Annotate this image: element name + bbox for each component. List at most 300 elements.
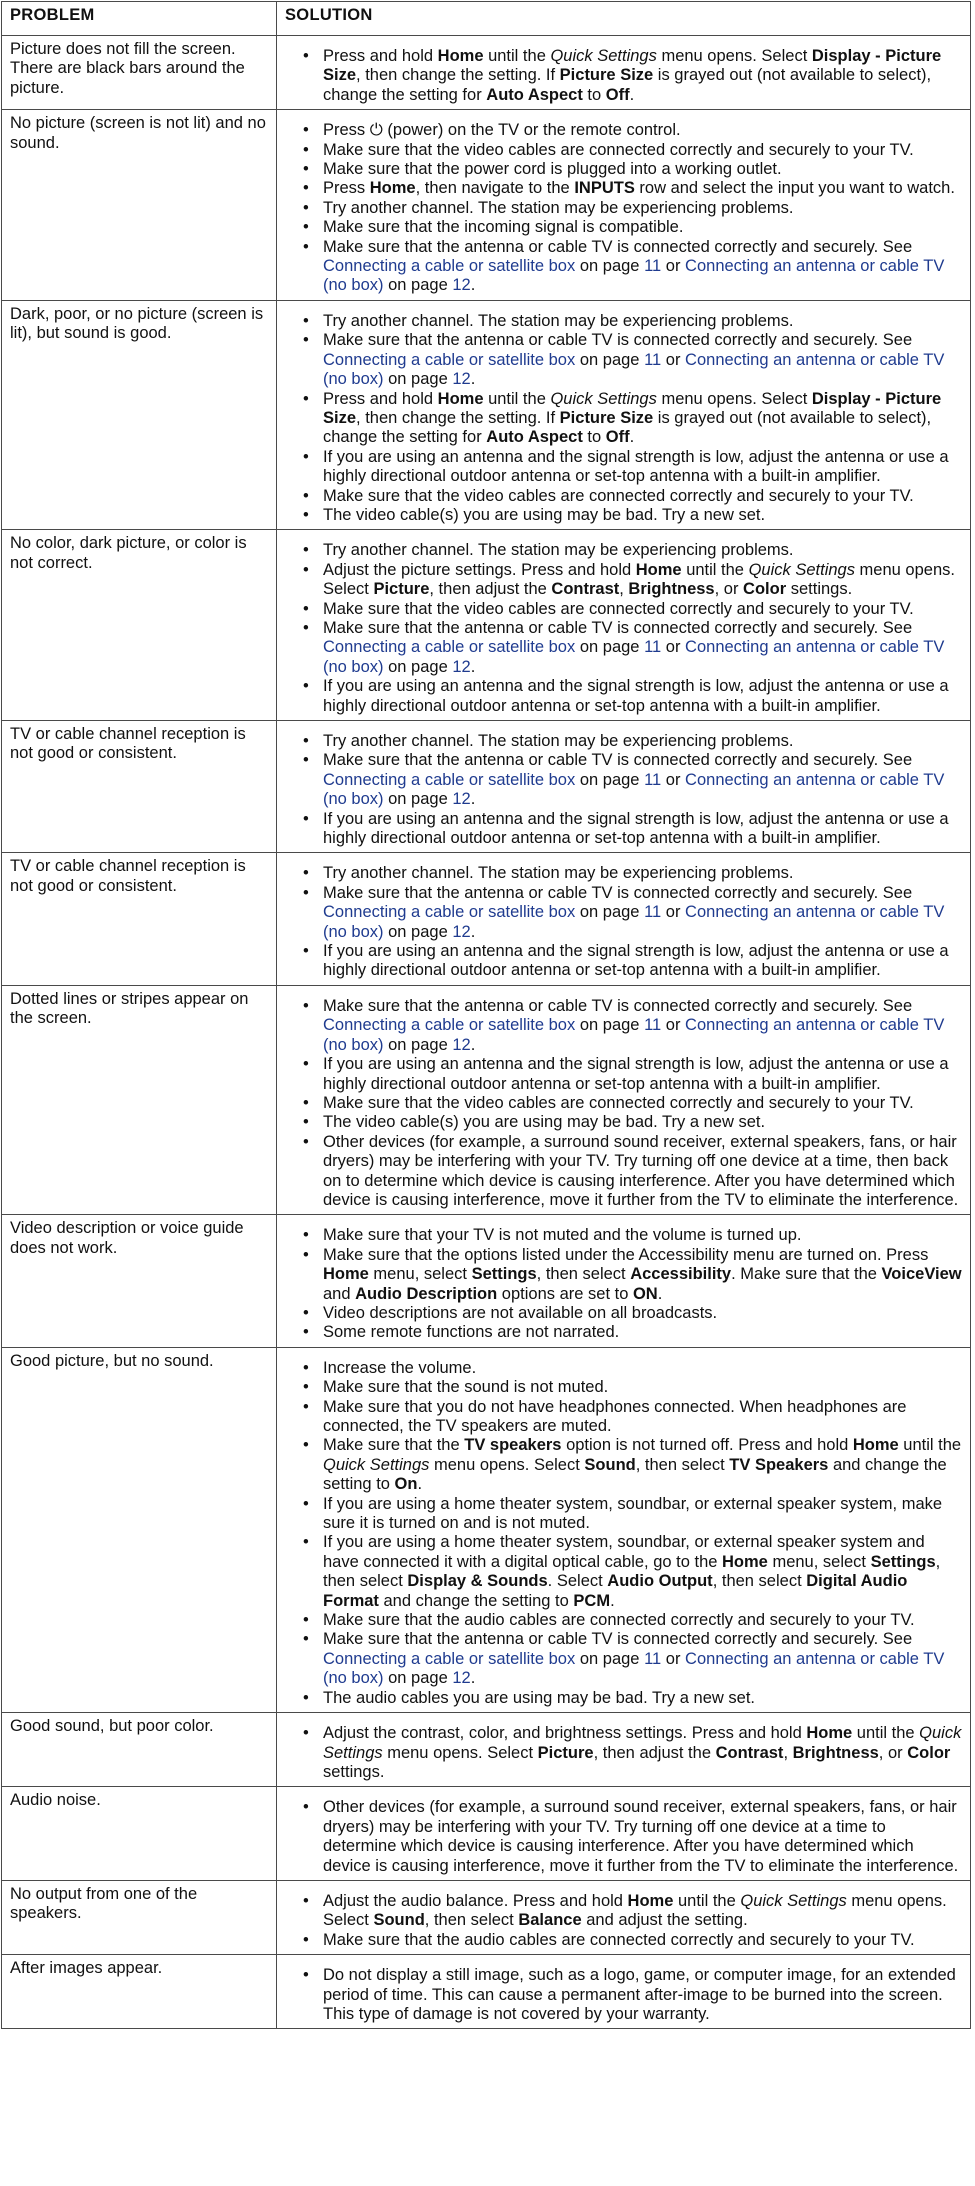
plain-text: Make sure that the antenna or cable TV is connected correctly and securely. See bbox=[323, 331, 913, 350]
emphasis-text: Contrast bbox=[551, 580, 620, 599]
cross-reference-link[interactable]: 11 bbox=[644, 257, 662, 276]
solution-item bbox=[323, 1359, 962, 1378]
emphasis-text: Auto Aspect bbox=[486, 428, 583, 447]
plain-text: . bbox=[470, 657, 476, 676]
table-row bbox=[2, 985, 971, 1214]
plain-text: until the bbox=[852, 1724, 920, 1743]
plain-text: If you are using an antenna and the signal strength is low, adjust the antenna or use a highly directional outdoor antenna or set-top antenna with a built-in amplifier. bbox=[323, 942, 949, 980]
plain-text: , bbox=[619, 580, 629, 599]
plain-text: and adjust the setting. bbox=[581, 1911, 748, 1930]
solution-item bbox=[323, 331, 962, 389]
plain-text: If you are using an antenna and the signal strength is low, adjust the antenna or use a highly directional outdoor antenna or set-top antenna with a built-in amplifier. bbox=[323, 677, 949, 715]
solution-item bbox=[323, 619, 962, 677]
solution-cell bbox=[277, 36, 971, 110]
plain-text: or bbox=[661, 1649, 686, 1668]
solution-list bbox=[285, 864, 962, 980]
solution-item bbox=[323, 751, 962, 809]
emphasis-text: TV speakers bbox=[464, 1436, 562, 1455]
problem-cell: TV or cable channel reception is not good or consistent. bbox=[2, 853, 277, 985]
emphasis-text: Home bbox=[369, 179, 416, 198]
solution-item bbox=[323, 218, 962, 237]
plain-text: , or bbox=[714, 580, 744, 599]
menu-name-text: Quick Settings bbox=[748, 560, 855, 579]
table-header-row bbox=[2, 2, 971, 36]
table-body bbox=[2, 36, 971, 2029]
solution-cell bbox=[277, 530, 971, 721]
plain-text: on page bbox=[383, 657, 453, 676]
solution-item bbox=[323, 732, 962, 751]
problem-cell: No color, dark picture, or color is not correct. bbox=[2, 530, 277, 721]
cross-reference-link[interactable]: 11 bbox=[644, 1016, 662, 1035]
plain-text: Video descriptions are not available on all broadcasts. bbox=[323, 1303, 718, 1322]
problem-cell: Dark, poor, or no picture (screen is lit), but sound is good. bbox=[2, 300, 277, 529]
emphasis-text: Balance bbox=[518, 1911, 582, 1930]
solution-item bbox=[323, 179, 962, 198]
plain-text: Press and hold bbox=[323, 47, 438, 65]
plain-text: on page bbox=[383, 790, 453, 809]
emphasis-text: Audio Description bbox=[355, 1284, 498, 1303]
plain-text: Make sure that the antenna or cable TV is connected correctly and securely. See bbox=[323, 1630, 913, 1649]
table-row bbox=[2, 1787, 971, 1881]
emphasis-text: Contrast bbox=[715, 1743, 784, 1762]
solution-item bbox=[323, 1226, 962, 1245]
solution-item bbox=[323, 884, 962, 942]
solution-cell bbox=[277, 1955, 971, 2029]
plain-text: Other devices (for example, a surround sound receiver, external speakers, fans, or hair dryers) may be interfering with your TV. Try turning off one device at a time, then back on to determine which device is causing interference. After you have determined which device is causing interference, move it further from the TV to eliminate the interference. bbox=[323, 1132, 959, 1209]
plain-text: Make sure that the audio cables are connected correctly and securely to your TV. bbox=[323, 1930, 915, 1949]
solution-item bbox=[323, 312, 962, 331]
menu-name-text: Quick Settings bbox=[550, 389, 657, 408]
solution-cell bbox=[277, 1347, 971, 1712]
solution-list bbox=[285, 1226, 962, 1342]
table-row bbox=[2, 1713, 971, 1787]
solution-item bbox=[323, 997, 962, 1055]
problem-cell: No picture (screen is not lit) and no sound. bbox=[2, 110, 277, 301]
cross-reference-link[interactable]: 11 bbox=[644, 770, 662, 789]
menu-name-text: Quick Settings bbox=[740, 1891, 847, 1910]
problem-cell: After images appear. bbox=[2, 1955, 277, 2029]
plain-text: to bbox=[582, 85, 606, 104]
plain-text: on page bbox=[575, 903, 645, 922]
emphasis-text: Home bbox=[437, 389, 484, 408]
plain-text: menu opens. Select bbox=[429, 1455, 585, 1474]
solution-item bbox=[323, 160, 962, 179]
plain-text: , then adjust the bbox=[429, 580, 552, 599]
plain-text: or bbox=[661, 1016, 686, 1035]
cross-reference-link[interactable]: Connecting an antenna or cable TV (no box) bbox=[323, 257, 945, 295]
cross-reference-link[interactable]: Connecting a cable or satellite box bbox=[323, 350, 576, 369]
solution-item bbox=[323, 1533, 962, 1611]
emphasis-text: ON bbox=[632, 1284, 658, 1303]
cross-reference-link[interactable]: 12 bbox=[452, 370, 471, 389]
plain-text: , then select bbox=[424, 1911, 519, 1930]
cross-reference-link[interactable]: Connecting an antenna or cable TV (no box) bbox=[323, 1649, 945, 1688]
emphasis-text: PCM bbox=[573, 1591, 611, 1610]
solution-item bbox=[323, 1724, 962, 1782]
solution-list bbox=[285, 1798, 962, 1876]
solution-item bbox=[323, 448, 962, 487]
solution-item bbox=[323, 561, 962, 600]
plain-text: option is not turned off. Press and hold bbox=[561, 1436, 853, 1455]
plain-text: If you are using a home theater system, soundbar, or external speaker system, make sure it is turned on and is not muted. bbox=[323, 1494, 943, 1533]
cross-reference-link[interactable]: Connecting a cable or satellite box bbox=[323, 1016, 576, 1035]
plain-text: or bbox=[661, 257, 686, 276]
table-row bbox=[2, 853, 971, 985]
plain-text: Press bbox=[323, 179, 370, 198]
plain-text: If you are using an antenna and the signal strength is low, adjust the antenna or use a highly directional outdoor antenna or set-top antenna with a built-in amplifier. bbox=[323, 447, 949, 486]
plain-text: Make sure that the audio cables are connected correctly and securely to your TV. bbox=[323, 1611, 915, 1630]
plain-text: , then change the setting. If bbox=[356, 66, 560, 85]
plain-text: on page bbox=[383, 1035, 453, 1054]
plain-text: Make sure that the antenna or cable TV is connected correctly and securely. See bbox=[323, 237, 913, 256]
plain-text: , then change the setting. If bbox=[356, 408, 560, 427]
plain-text: until the bbox=[898, 1436, 962, 1455]
solution-list bbox=[285, 1966, 962, 2024]
solution-cell bbox=[277, 1713, 971, 1787]
emphasis-text: VoiceView bbox=[881, 1265, 962, 1284]
table-row bbox=[2, 1347, 971, 1712]
plain-text: on page bbox=[383, 276, 453, 295]
solution-list bbox=[285, 312, 962, 525]
solution-list bbox=[285, 732, 962, 848]
plain-text: menu opens. Select bbox=[656, 47, 812, 65]
problem-cell: TV or cable channel reception is not good or consistent. bbox=[2, 721, 277, 853]
solution-cell bbox=[277, 1215, 971, 1347]
solution-item bbox=[323, 141, 962, 160]
emphasis-text: Display - Picture Size bbox=[323, 389, 942, 427]
solution-item bbox=[323, 1892, 962, 1931]
solution-item bbox=[323, 810, 962, 849]
plain-text: . bbox=[470, 276, 476, 295]
plain-text: Try another channel. The station may be experiencing problems. bbox=[323, 198, 794, 217]
solution-item bbox=[323, 600, 962, 619]
plain-text: Try another channel. The station may be experiencing problems. bbox=[323, 864, 794, 883]
plain-text: If you are using a home theater system, soundbar, or external speaker system and have connected it with a digital optical cable, go to the bbox=[323, 1533, 925, 1571]
cross-reference-link[interactable]: 12 bbox=[452, 276, 471, 295]
emphasis-text: Accessibility bbox=[630, 1265, 732, 1284]
cross-reference-link[interactable]: 12 bbox=[452, 790, 471, 809]
plain-text: settings. bbox=[786, 580, 853, 599]
menu-name-text: Quick Settings bbox=[323, 1724, 962, 1762]
solution-cell bbox=[277, 110, 971, 301]
emphasis-text: Picture bbox=[537, 1743, 594, 1762]
problem-cell: No output from one of the speakers. bbox=[2, 1880, 277, 1954]
plain-text: Make sure that the antenna or cable TV is connected correctly and securely. See bbox=[323, 996, 913, 1015]
cross-reference-link[interactable]: Connecting a cable or satellite box bbox=[323, 770, 576, 789]
problem-cell: Picture does not fill the screen. There are black bars around the picture. bbox=[2, 36, 277, 110]
plain-text: until the bbox=[483, 47, 551, 65]
plain-text: , or bbox=[878, 1743, 908, 1762]
plain-text: Make sure that the antenna or cable TV is connected correctly and securely. See bbox=[323, 883, 913, 902]
plain-text: Make sure that the video cables are connected correctly and securely to your TV. bbox=[323, 486, 914, 505]
plain-text: Make sure that the video cables are connected correctly and securely to your TV. bbox=[323, 599, 914, 618]
table-row bbox=[2, 1215, 971, 1347]
emphasis-text: Picture Size bbox=[559, 408, 654, 427]
plain-text: Make sure that the antenna or cable TV is connected correctly and securely. See bbox=[323, 751, 913, 770]
emphasis-text: Sound bbox=[584, 1455, 636, 1474]
solution-item bbox=[323, 1611, 962, 1630]
plain-text: on page bbox=[575, 350, 645, 369]
plain-text: Some remote functions are not narrated. bbox=[323, 1323, 620, 1342]
solution-item bbox=[323, 487, 962, 506]
emphasis-text: INPUTS bbox=[574, 179, 635, 198]
plain-text: on page bbox=[575, 1649, 645, 1668]
plain-text: on page bbox=[575, 1016, 645, 1035]
plain-text: Make sure that the sound is not muted. bbox=[323, 1378, 609, 1397]
plain-text: is grayed out (not available to select), change the setting for bbox=[323, 66, 932, 104]
plain-text: . bbox=[610, 1591, 615, 1610]
emphasis-text: Color bbox=[743, 580, 787, 599]
emphasis-text: Audio Output bbox=[607, 1572, 713, 1591]
plain-text: If you are using an antenna and the signal strength is low, adjust the antenna or use a highly directional outdoor antenna or set-top antenna with a built-in amplifier. bbox=[323, 1055, 949, 1093]
plain-text: Try another channel. The station may be experiencing problems. bbox=[323, 732, 794, 750]
emphasis-text: Color bbox=[907, 1743, 951, 1762]
menu-name-text: Quick Settings bbox=[550, 47, 657, 65]
plain-text: Adjust the picture settings. Press and hold bbox=[323, 560, 636, 579]
cross-reference-link[interactable]: Connecting a cable or satellite box bbox=[323, 903, 576, 922]
solution-item bbox=[323, 1931, 962, 1950]
plain-text: ⏻ (power) on the TV or the remote control. bbox=[369, 121, 681, 140]
emphasis-text: Home bbox=[437, 47, 484, 65]
plain-text: is grayed out (not available to select), change the setting for bbox=[323, 408, 932, 447]
cross-reference-link[interactable]: Connecting a cable or satellite box bbox=[323, 257, 576, 276]
solution-item bbox=[323, 1436, 962, 1494]
solution-cell bbox=[277, 985, 971, 1214]
plain-text: Press bbox=[323, 121, 370, 140]
plain-text: . bbox=[470, 1035, 476, 1054]
cross-reference-link[interactable]: 12 bbox=[452, 657, 471, 676]
plain-text: . bbox=[470, 922, 476, 941]
troubleshooting-table bbox=[1, 1, 971, 2029]
plain-text: Other devices (for example, a surround sound receiver, external speakers, fans, or hair dryers) may be interfering with your TV. Try turning off one device at a time to determine which device is causing interference. After you have determined which device is causing interference, move it further from the TV to eliminate the interference. bbox=[323, 1798, 959, 1875]
plain-text: Make sure that you do not have headphones connected. When headphones are connected, the TV speakers are muted. bbox=[323, 1397, 907, 1435]
emphasis-text: Home bbox=[806, 1724, 853, 1743]
solution-item bbox=[323, 1323, 962, 1342]
cross-reference-link[interactable]: 12 bbox=[452, 922, 471, 941]
plain-text: Adjust the audio balance. Press and hold bbox=[323, 1891, 628, 1910]
solution-list bbox=[285, 541, 962, 716]
plain-text: Make sure that the video cables are connected correctly and securely to your TV. bbox=[323, 140, 914, 159]
plain-text: Make sure that your TV is not muted and the volume is turned up. bbox=[323, 1226, 802, 1245]
cross-reference-link[interactable]: Connecting an antenna or cable TV (no box) bbox=[323, 350, 945, 389]
emphasis-text: Display & Sounds bbox=[407, 1572, 548, 1591]
plain-text: or bbox=[661, 638, 686, 657]
plain-text: . bbox=[657, 1284, 663, 1303]
solution-list bbox=[285, 47, 962, 105]
plain-text: options are set to bbox=[497, 1284, 633, 1303]
plain-text: until the bbox=[673, 1891, 741, 1910]
solution-column-header: SOLUTION bbox=[277, 2, 971, 36]
plain-text: The audio cables you are using may be bad. Try a new set. bbox=[323, 1688, 755, 1707]
plain-text: or bbox=[661, 770, 686, 789]
solution-cell bbox=[277, 300, 971, 529]
plain-text: , then navigate to the bbox=[415, 179, 575, 198]
problem-cell: Video description or voice guide does not work. bbox=[2, 1215, 277, 1347]
cross-reference-link[interactable]: Connecting an antenna or cable TV (no box) bbox=[323, 1016, 945, 1054]
plain-text: on page bbox=[575, 770, 645, 789]
solution-item bbox=[323, 1966, 962, 2024]
emphasis-text: Display - Picture Size bbox=[323, 47, 942, 85]
cross-reference-link[interactable]: 11 bbox=[644, 903, 662, 922]
solution-item bbox=[323, 1133, 962, 1211]
plain-text: and change the setting to bbox=[323, 1455, 947, 1494]
solution-item bbox=[323, 1055, 962, 1094]
plain-text: Make sure that the bbox=[323, 1436, 465, 1455]
solution-item bbox=[323, 1378, 962, 1397]
solution-item bbox=[323, 390, 962, 448]
solution-cell bbox=[277, 1787, 971, 1881]
plain-text: Press and hold bbox=[323, 389, 438, 408]
plain-text: If you are using an antenna and the signal strength is low, adjust the antenna or use a highly directional outdoor antenna or set-top antenna with a built-in amplifier. bbox=[323, 809, 949, 848]
emphasis-text: Brightness bbox=[792, 1743, 879, 1762]
solution-list bbox=[285, 1892, 962, 1950]
table-row bbox=[2, 300, 971, 529]
plain-text: on page bbox=[575, 257, 645, 276]
emphasis-text: Picture bbox=[373, 580, 430, 599]
plain-text: and change the setting to bbox=[378, 1591, 574, 1610]
plain-text: menu opens. Select bbox=[323, 560, 955, 599]
plain-text: menu, select bbox=[767, 1552, 871, 1571]
solution-item bbox=[323, 1094, 962, 1113]
solution-item bbox=[323, 1798, 962, 1876]
table-row bbox=[2, 1880, 971, 1954]
cross-reference-link[interactable]: 12 bbox=[452, 1669, 471, 1688]
plain-text: settings. bbox=[323, 1762, 385, 1781]
plain-text: , then select bbox=[712, 1572, 807, 1591]
cross-reference-link[interactable]: Connecting an antenna or cable TV (no box) bbox=[323, 770, 945, 809]
table-row bbox=[2, 721, 971, 853]
cross-reference-link[interactable]: 12 bbox=[452, 1035, 471, 1054]
plain-text: Adjust the contrast, color, and brightness settings. Press and hold bbox=[323, 1724, 807, 1743]
problem-cell: Dotted lines or stripes appear on the screen. bbox=[2, 985, 277, 1214]
plain-text: Try another channel. The station may be experiencing problems. bbox=[323, 311, 794, 330]
emphasis-text: Off bbox=[605, 85, 630, 104]
plain-text: to bbox=[582, 428, 606, 447]
plain-text: on page bbox=[383, 1669, 453, 1688]
solution-item bbox=[323, 1113, 962, 1132]
table-row bbox=[2, 1955, 971, 2029]
plain-text: on page bbox=[383, 370, 453, 389]
solution-item bbox=[323, 541, 962, 560]
solution-cell bbox=[277, 721, 971, 853]
plain-text: . Make sure that the bbox=[731, 1265, 882, 1284]
solution-list bbox=[285, 121, 962, 296]
plain-text: until the bbox=[483, 389, 551, 408]
plain-text: . Select bbox=[547, 1572, 608, 1591]
emphasis-text: Auto Aspect bbox=[486, 85, 583, 104]
plain-text: , then select bbox=[323, 1552, 941, 1591]
solution-item bbox=[323, 47, 962, 105]
solution-item bbox=[323, 1398, 962, 1437]
plain-text: The video cable(s) you are using may be bad. Try a new set. bbox=[323, 505, 766, 524]
emphasis-text: TV Speakers bbox=[729, 1455, 829, 1474]
emphasis-text: Home bbox=[722, 1552, 768, 1571]
cross-reference-link[interactable]: Connecting a cable or satellite box bbox=[323, 1649, 576, 1668]
emphasis-text: Settings bbox=[471, 1265, 537, 1284]
table-row bbox=[2, 110, 971, 301]
solution-cell bbox=[277, 853, 971, 985]
emphasis-text: Brightness bbox=[628, 580, 715, 599]
solution-item bbox=[323, 1495, 962, 1534]
solution-item bbox=[323, 942, 962, 981]
cross-reference-link[interactable]: 11 bbox=[644, 1649, 662, 1668]
plain-text: Make sure that the power cord is plugged into a working outlet. bbox=[323, 160, 782, 179]
cross-reference-link[interactable]: Connecting a cable or satellite box bbox=[323, 638, 576, 657]
plain-text: . bbox=[629, 85, 635, 104]
table-row bbox=[2, 36, 971, 110]
problem-cell: Good sound, but poor color. bbox=[2, 1713, 277, 1787]
emphasis-text: Home bbox=[323, 1265, 369, 1284]
plain-text: until the bbox=[681, 560, 749, 579]
solution-item bbox=[323, 1304, 962, 1323]
plain-text: menu, select bbox=[368, 1265, 472, 1284]
cross-reference-link[interactable]: Connecting an antenna or cable TV (no box) bbox=[323, 903, 945, 941]
emphasis-text: On bbox=[394, 1475, 418, 1494]
emphasis-text: Picture Size bbox=[559, 66, 654, 85]
plain-text: . bbox=[470, 790, 476, 809]
plain-text: . bbox=[470, 370, 476, 389]
plain-text: , then select bbox=[635, 1455, 730, 1474]
plain-text: on page bbox=[575, 638, 645, 657]
problem-cell: Audio noise. bbox=[2, 1787, 277, 1881]
plain-text: , then select bbox=[536, 1265, 631, 1284]
solution-item bbox=[323, 238, 962, 296]
plain-text: , then adjust the bbox=[593, 1743, 716, 1762]
plain-text: menu opens. Select bbox=[656, 389, 812, 408]
solution-item bbox=[323, 864, 962, 883]
emphasis-text: Off bbox=[605, 428, 630, 447]
emphasis-text: Home bbox=[852, 1436, 899, 1455]
cross-reference-link[interactable]: 11 bbox=[644, 350, 662, 369]
emphasis-text: Home bbox=[627, 1891, 674, 1910]
plain-text: row and select the input you want to watch. bbox=[634, 179, 955, 198]
plain-text: The video cable(s) you are using may be bad. Try a new set. bbox=[323, 1113, 766, 1132]
emphasis-text: Settings bbox=[870, 1552, 936, 1571]
cross-reference-link[interactable]: Connecting an antenna or cable TV (no box) bbox=[323, 638, 945, 676]
plain-text: Increase the volume. bbox=[323, 1358, 477, 1377]
plain-text: and bbox=[323, 1284, 356, 1303]
solution-list bbox=[285, 997, 962, 1210]
solution-item bbox=[323, 1630, 962, 1688]
plain-text: menu opens. Select bbox=[382, 1743, 538, 1762]
plain-text: or bbox=[661, 903, 686, 922]
plain-text: Make sure that the antenna or cable TV is connected correctly and securely. See bbox=[323, 618, 913, 637]
solution-item bbox=[323, 121, 962, 140]
plain-text: Make sure that the options listed under the Accessibility menu are turned on. Press bbox=[323, 1245, 929, 1264]
plain-text: Make sure that the incoming signal is compatible. bbox=[323, 218, 684, 237]
solution-item bbox=[323, 199, 962, 218]
cross-reference-link[interactable]: 11 bbox=[644, 638, 662, 657]
menu-name-text: Quick Settings bbox=[323, 1455, 430, 1474]
problem-column-header: PROBLEM bbox=[2, 2, 277, 36]
solution-item bbox=[323, 1246, 962, 1304]
emphasis-text: Home bbox=[635, 560, 682, 579]
problem-cell: Good picture, but no sound. bbox=[2, 1347, 277, 1712]
plain-text: Try another channel. The station may be experiencing problems. bbox=[323, 541, 794, 560]
plain-text: on page bbox=[383, 922, 453, 941]
solution-list bbox=[285, 1724, 962, 1782]
plain-text: . bbox=[470, 1669, 476, 1688]
solution-list bbox=[285, 1359, 962, 1708]
solution-item bbox=[323, 1689, 962, 1708]
plain-text: Do not display a still image, such as a logo, game, or computer image, for an extended period of time. This can cause a permanent after-image to be burned into the screen. This type of damage is not covered by your warranty. bbox=[323, 1966, 956, 2023]
plain-text: Make sure that the video cables are connected correctly and securely to your TV. bbox=[323, 1093, 914, 1112]
plain-text: . bbox=[417, 1475, 423, 1494]
plain-text: or bbox=[661, 350, 686, 369]
plain-text: . bbox=[629, 428, 635, 447]
solution-item bbox=[323, 506, 962, 525]
emphasis-text: Digital Audio Format bbox=[323, 1572, 908, 1610]
